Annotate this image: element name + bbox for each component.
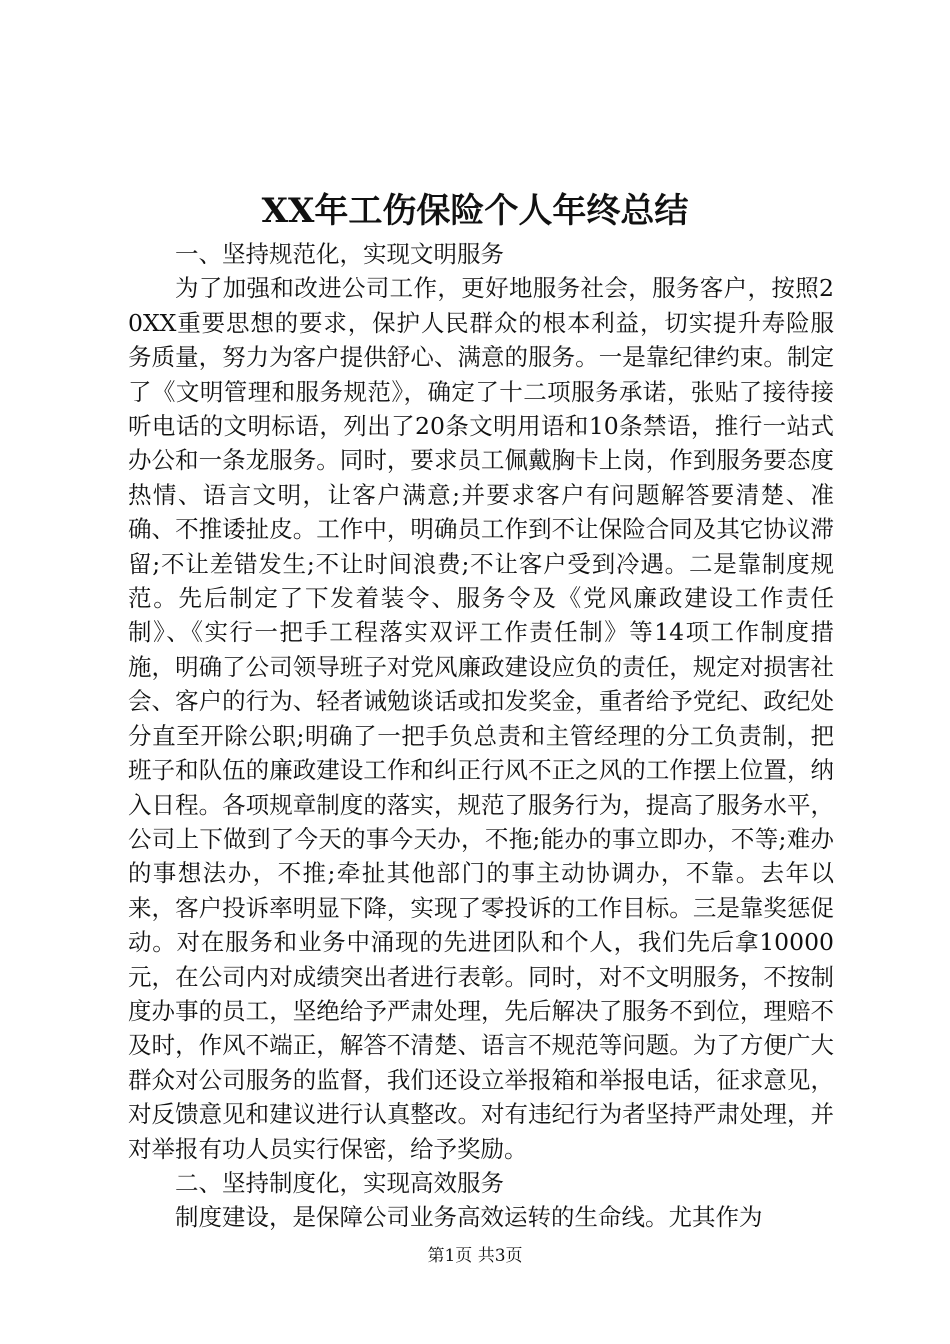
page-footer: 第1页 共3页 — [427, 1246, 523, 1266]
section-paragraph-1: 为了加强和改进公司工作，更好地服务社会，服务客户，按照20XX重要思想的要求，保护人民群众的根本利益，切实提升寿险服务质量，努力为客户提供舒心、满意的服务。一是靠纪律约束。制定了《文明管理和服务规范》，确定了十二项服务承诺，张贴了接待接听电话的文明标语，列出了20条文明用语和10条禁语，推行一站式办公和一条龙服务。同时，要求员工佩戴胸卡上岗，作到服务要态度热情、语言文明，让客户满意;并要求客户有问题解答要清楚、准确、不推诿扯皮。工作中，明确员工作到不让保险合同及其它协议滞留;不让差错发生;不让时间浪费;不让客户受到冷遇。二是靠制度规范。先后制定了下发着装令、服务令及《党风廉政建设工作责任制》、《实行一把手工程落实双评工作责任制》等14项工作制度措施，明确了公司领导班子对党风廉政建设应负的责任，规定对损害社会、客户的行为、轻者诫勉谈话或扣发奖金，重者给予党纪、政纪处分直至开除公职;明确了一把手负总责和主管经理的分工负责制，把班子和队伍的廉政建设工作和纠正行风不正之风的工作摆上位置，纳入日程。各项规章制度的落实，规范了服务行为，提高了服务水平，公司上下做到了今天的事今天办，不拖;能办的事立即办，不等;难办的事想法办，不推;牵扯其他部门的事主动协调办，不靠。去年以来，客户投诉率明显下降，实现了零投诉的工作目标。三是靠奖惩促动。对在服务和业务中涌现的先进团队和个人，我们先后拿10000元，在公司内对成绩突出者进行表彰。同时，对不文明服务，不按制度办事的员工，坚绝给予严肃处理，先后解决了服务不到位，理赔不及时，作风不端正，解答不清楚、语言不规范等问题。为了方便广大群众对公司服务的监督，我们还设立举报箱和举报电话，征求意见，对反馈意见和建议进行认真整改。对有违纪行为者坚持严肃处理，并对举报有功人员实行保密，给予奖励。 — [128, 274, 834, 1163]
document-title: XX年工伤保险个人年终总结 — [261, 191, 689, 231]
section-heading-1: 一、坚持规范化，实现文明服务 — [175, 240, 504, 268]
document-body — [128, 237, 834, 1235]
section-paragraph-2: 制度建设，是保障公司业务高效运转的生命线。尤其作为 — [175, 1203, 763, 1232]
section-heading-2: 二、坚持制度化，实现高效服务 — [175, 1168, 504, 1197]
